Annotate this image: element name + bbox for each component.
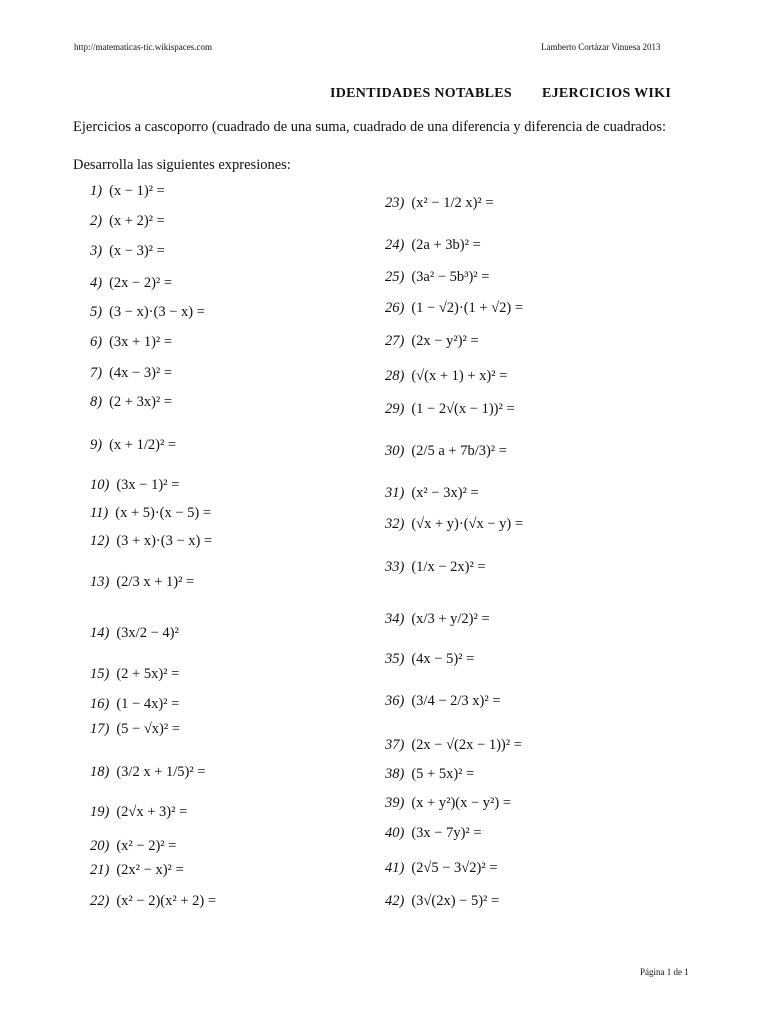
exercise-expression: (2x − √(2x − 1))² = — [411, 737, 522, 753]
exercise-number: 4) — [90, 275, 103, 291]
header-author: Lamberto Cortázar Vinuesa 2013 — [541, 42, 661, 52]
exercise-expression: (x + 2)² = — [109, 213, 165, 229]
exercise-expression: (x + 1/2)² = — [109, 437, 177, 453]
exercise-item — [90, 533, 212, 550]
title-right: EJERCICIOS WIKI — [541, 86, 672, 101]
exercise-number: 14) — [90, 625, 110, 641]
exercise-item — [90, 696, 179, 713]
exercise-item — [90, 893, 216, 910]
exercise-number: 26) — [385, 300, 405, 316]
exercise-number: 6) — [90, 334, 103, 350]
header-url: http://matematicas-tic.wikispaces.com — [74, 42, 212, 52]
exercise-number: 27) — [385, 333, 405, 349]
exercise-number: 11) — [90, 505, 109, 521]
exercise-item — [90, 666, 179, 683]
exercise-number: 10) — [90, 477, 110, 493]
exercise-expression: (3x − 7y)² = — [411, 825, 482, 841]
exercise-expression: (3 + x)·(3 − x) = — [116, 533, 213, 549]
exercise-expression: (4x − 3)² = — [109, 365, 173, 381]
exercise-expression: (x² − 2)² = — [116, 838, 177, 854]
exercise-number: 33) — [385, 559, 405, 575]
exercise-expression: (x² − 3x)² = — [411, 485, 479, 501]
page-title — [330, 86, 671, 102]
exercise-expression: (x − 1)² = — [109, 183, 165, 199]
exercise-expression: (3x + 1)² = — [109, 334, 173, 350]
exercise-number: 22) — [90, 893, 110, 909]
exercise-number: 23) — [385, 195, 405, 211]
exercise-item — [90, 334, 172, 351]
exercise-item — [90, 574, 194, 591]
exercise-item — [90, 721, 180, 738]
exercise-item — [90, 275, 172, 292]
exercise-number: 25) — [385, 269, 405, 285]
exercise-number: 34) — [385, 611, 405, 627]
exercise-item — [385, 651, 474, 668]
exercise-item — [385, 737, 522, 754]
exercise-expression: (x + 5)·(x − 5) = — [115, 505, 212, 521]
exercise-expression: (3x/2 − 4)² — [116, 625, 179, 641]
exercise-item — [90, 862, 184, 879]
exercise-item — [385, 766, 474, 783]
exercise-item — [385, 237, 481, 254]
exercise-expression: (1/x − 2x)² = — [411, 559, 486, 575]
exercise-item — [90, 394, 172, 411]
exercise-number: 3) — [90, 243, 103, 259]
exercise-number: 32) — [385, 516, 405, 532]
exercise-expression: (4x − 5)² = — [411, 651, 475, 667]
exercise-item — [385, 611, 490, 628]
exercise-expression: (5 − √x)² = — [116, 721, 181, 737]
exercise-number: 28) — [385, 368, 405, 384]
exercise-expression: (x² − 1/2 x)² = — [411, 195, 494, 211]
exercise-expression: (x + y²)(x − y²) = — [411, 795, 512, 811]
exercise-number: 30) — [385, 443, 405, 459]
exercise-expression: (√x + y)·(√x − y) = — [411, 516, 524, 532]
exercise-number: 18) — [90, 764, 110, 780]
exercise-expression: (x − 3)² = — [109, 243, 165, 259]
exercise-number: 39) — [385, 795, 405, 811]
exercise-expression: (x/3 + y/2)² = — [411, 611, 490, 627]
exercise-item — [90, 183, 165, 200]
exercise-number: 20) — [90, 838, 110, 854]
exercise-item — [385, 485, 479, 502]
exercise-item — [90, 804, 187, 821]
exercise-item — [385, 559, 486, 576]
exercise-number: 37) — [385, 737, 405, 753]
exercise-item — [90, 477, 179, 494]
exercise-item — [90, 505, 211, 522]
exercise-number: 9) — [90, 437, 103, 453]
exercise-expression: (3 − x)·(3 − x) = — [109, 304, 205, 320]
exercise-item — [385, 443, 507, 460]
exercise-number: 2) — [90, 213, 103, 229]
instruction-text: Desarrolla las siguientes expresiones: — [73, 157, 291, 173]
intro-text: Ejercicios a cascoporro (cuadrado de una suma, cuadrado de una diferencia y diferencia de cuadrados: — [73, 119, 666, 135]
exercise-number: 36) — [385, 693, 405, 709]
exercise-item — [385, 300, 523, 317]
title-left: IDENTIDADES NOTABLES — [330, 86, 512, 101]
exercise-item — [385, 860, 498, 877]
exercise-number: 41) — [385, 860, 405, 876]
exercise-item — [90, 213, 165, 230]
exercise-expression: (3/2 x + 1/5)² = — [116, 764, 206, 780]
exercise-item — [385, 269, 489, 286]
exercise-expression: (1 − √2)·(1 + √2) = — [411, 300, 524, 316]
exercise-expression: (3a² − 5b³)² = — [411, 269, 490, 285]
exercise-item — [90, 838, 176, 855]
exercise-expression: (2/3 x + 1)² = — [116, 574, 195, 590]
exercise-item — [90, 625, 179, 642]
exercise-item — [385, 516, 523, 533]
exercise-number: 5) — [90, 304, 103, 320]
exercise-number: 35) — [385, 651, 405, 667]
exercise-number: 38) — [385, 766, 405, 782]
exercise-expression: (3x − 1)² = — [116, 477, 180, 493]
exercise-number: 8) — [90, 394, 103, 410]
exercise-expression: (2√x + 3)² = — [116, 804, 188, 820]
exercise-item — [90, 243, 165, 260]
exercise-item — [90, 764, 206, 781]
exercise-expression: (2/5 a + 7b/3)² = — [411, 443, 507, 459]
exercise-expression: (1 − 4x)² = — [116, 696, 180, 712]
exercise-expression: (3/4 − 2/3 x)² = — [411, 693, 501, 709]
exercise-number: 1) — [90, 183, 103, 199]
exercise-number: 15) — [90, 666, 110, 682]
exercise-item — [90, 365, 172, 382]
exercise-item — [90, 304, 205, 321]
exercise-number: 7) — [90, 365, 103, 381]
exercise-item — [385, 795, 511, 812]
exercise-number: 16) — [90, 696, 110, 712]
exercise-expression: (3√(2x) − 5)² = — [411, 893, 500, 909]
exercise-number: 19) — [90, 804, 110, 820]
exercise-number: 42) — [385, 893, 405, 909]
exercise-expression: (1 − 2√(x − 1))² = — [411, 401, 515, 417]
exercise-number: 12) — [90, 533, 110, 549]
exercise-item — [385, 693, 501, 710]
exercise-item — [385, 825, 482, 842]
exercise-item — [90, 437, 176, 454]
exercise-item — [385, 401, 515, 418]
exercise-item — [385, 195, 494, 212]
exercise-expression: (x² − 2)(x² + 2) = — [116, 893, 217, 909]
exercise-item — [385, 333, 479, 350]
exercise-item — [385, 368, 507, 385]
exercise-number: 31) — [385, 485, 405, 501]
exercise-expression: (2a + 3b)² = — [411, 237, 481, 253]
exercise-expression: (2x − y²)² = — [411, 333, 479, 349]
exercise-expression: (2 + 3x)² = — [109, 394, 173, 410]
exercise-expression: (2 + 5x)² = — [116, 666, 180, 682]
page-footer: Página 1 de 1 — [640, 967, 689, 977]
exercise-expression: (5 + 5x)² = — [411, 766, 475, 782]
exercise-number: 21) — [90, 862, 110, 878]
exercise-expression: (2x − 2)² = — [109, 275, 173, 291]
exercise-number: 17) — [90, 721, 110, 737]
exercise-expression: (2√5 − 3√2)² = — [411, 860, 498, 876]
exercise-number: 24) — [385, 237, 405, 253]
exercise-item — [385, 893, 499, 910]
exercise-number: 13) — [90, 574, 110, 590]
exercise-number: 40) — [385, 825, 405, 841]
exercise-expression: (√(x + 1) + x)² = — [411, 368, 508, 384]
exercise-number: 29) — [385, 401, 405, 417]
exercise-expression: (2x² − x)² = — [116, 862, 184, 878]
